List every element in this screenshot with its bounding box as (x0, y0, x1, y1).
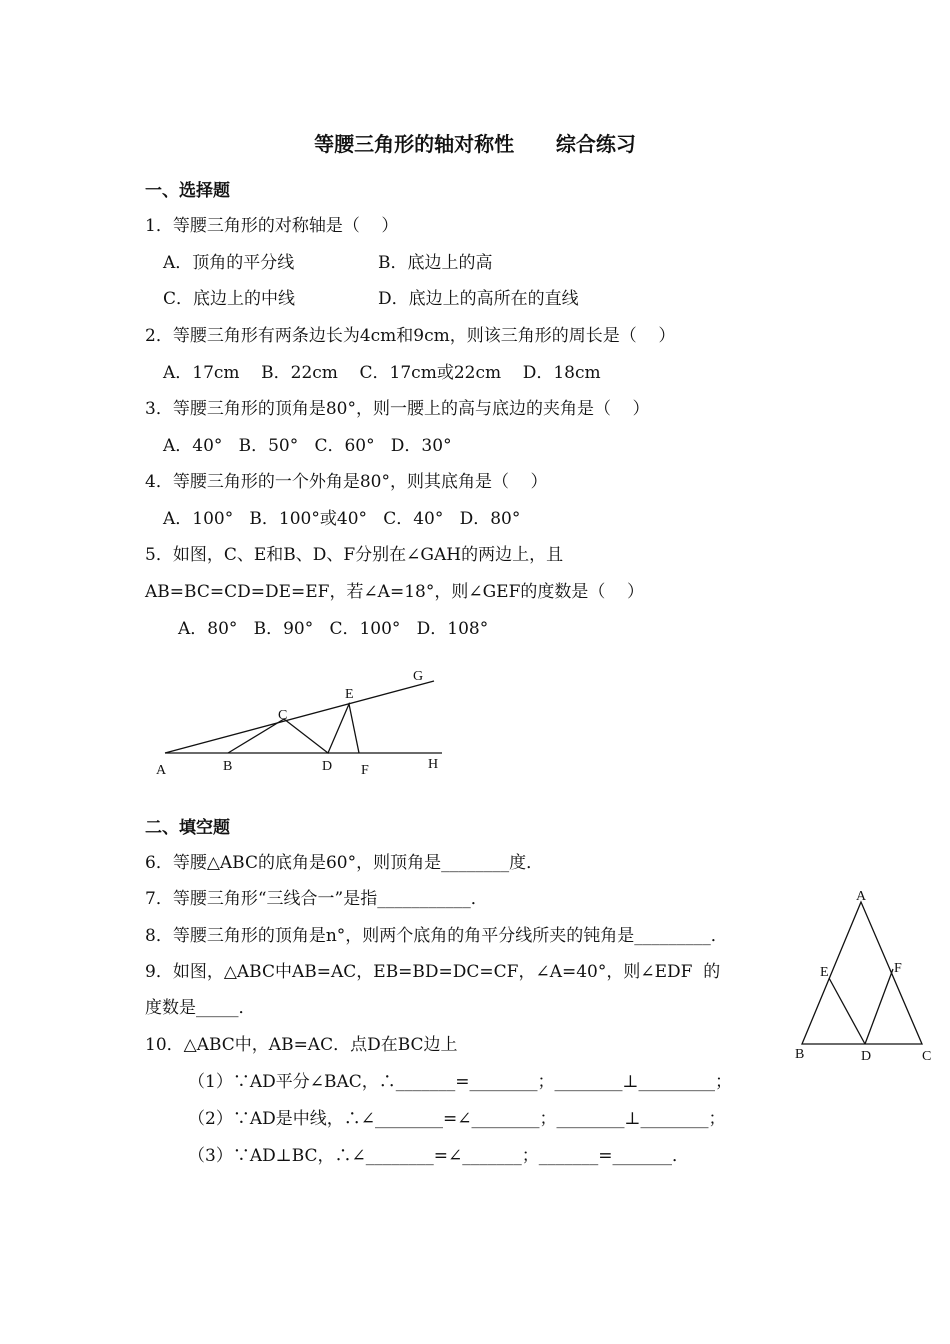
label-e: E (820, 965, 829, 980)
question-2-stem: 2．等腰三角形有两条边长为4cm和9cm，则该三角形的周长是（ ） (145, 326, 676, 346)
zigzag-segments (228, 704, 359, 753)
label-h: H (428, 757, 439, 772)
question-2-options: A．17cm B．22cm C．17cm或22cm D．18cm (163, 363, 601, 383)
question-10-part-3: （3）∵AD⊥BC，∴∠________=∠_______；_______=_______． (188, 1146, 690, 1166)
label-c: C (922, 1049, 932, 1064)
question-10-stem: 10．△ABC中，AB=AC．点D在BC边上 (145, 1035, 458, 1055)
question-5-options: A．80° B．90° C．100° D．108° (178, 619, 489, 639)
label-f: F (361, 763, 369, 778)
label-a: A (856, 889, 867, 904)
figure-isosceles-triangle (790, 886, 940, 1066)
label-b: B (223, 759, 233, 774)
section-heading-fill: 二、填空题 (145, 818, 230, 838)
question-3-stem: 3．等腰三角形的顶角是80°，则一腰上的高与底边的夹角是（ ） (145, 399, 650, 419)
ray-ag (165, 681, 434, 753)
question-1-option-a: A．顶角的平分线 (163, 253, 295, 273)
section-heading-choice: 一、选择题 (145, 181, 230, 201)
question-1-option-b: B．底边上的高 (378, 253, 493, 273)
question-4-options: A．100° B．100°或40° C．40° D．80° (163, 509, 521, 529)
segment-df (865, 969, 893, 1044)
figure-angle-zigzag (150, 664, 450, 784)
question-1-option-d: D．底边上的高所在的直线 (378, 289, 579, 309)
question-1-option-c: C．底边上的中线 (163, 289, 296, 309)
label-a: A (156, 763, 167, 778)
label-e: E (345, 687, 354, 702)
question-5-stem-line1: 5．如图，C、E和B、D、F分别在∠GAH的两边上，且 (145, 545, 564, 565)
label-d: D (861, 1049, 872, 1064)
question-3-options: A．40° B．50° C．60° D．30° (163, 436, 452, 456)
segment-ed (829, 978, 865, 1044)
question-1-stem: 1．等腰三角形的对称轴是（ ） (145, 216, 399, 236)
question-9-line1: 9．如图，△ABC中AB=AC，EB=BD=DC=CF，∠A=40°，则∠EDF 的 (145, 962, 721, 982)
question-10-part-1: （1）∵AD平分∠BAC，∴_______=________；________⊥_________； (188, 1072, 732, 1092)
label-g: G (413, 669, 424, 684)
question-9-line2: 度数是_____． (145, 998, 256, 1018)
question-4-stem: 4．等腰三角形的一个外角是80°，则其底角是（ ） (145, 472, 548, 492)
label-f: F (894, 961, 902, 976)
label-b: B (795, 1047, 805, 1062)
question-10-part-2: （2）∵AD是中线，∴∠________=∠________；________⊥________； (188, 1109, 726, 1129)
question-6: 6．等腰△ABC的底角是60°，则顶角是________度． (145, 853, 544, 873)
question-8: 8．等腰三角形的顶角是n°，则两个底角的角平分线所夹的钝角是_________． (145, 926, 728, 946)
label-d: D (322, 759, 333, 774)
question-5-stem-line2: AB=BC=CD=DE=EF，若∠A=18°，则∠GEF的度数是（ ） (145, 582, 644, 602)
label-c: C (278, 708, 288, 723)
question-7: 7．等腰三角形“三线合一”是指___________． (145, 889, 488, 909)
page-title: 等腰三角形的轴对称性 综合练习 (314, 132, 636, 156)
